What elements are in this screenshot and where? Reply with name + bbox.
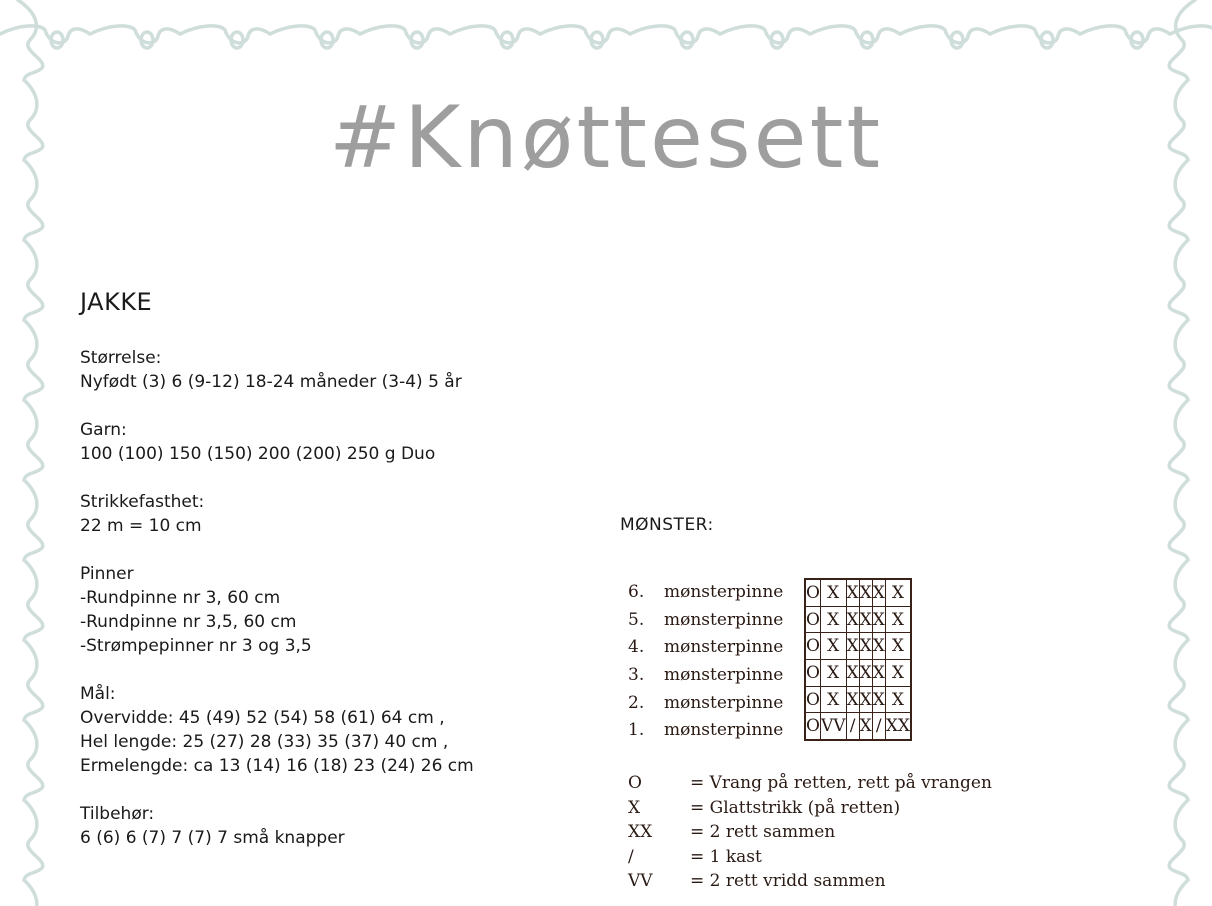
pattern-cell: X <box>846 606 859 633</box>
pattern-cell: X <box>872 606 885 633</box>
pattern-cell: X <box>820 686 846 713</box>
jakke-section-5 <box>80 802 550 850</box>
section-line: 6 (6) 6 (7) 7 (7) 7 små knapper <box>80 828 345 848</box>
pattern-cell: X <box>872 633 885 660</box>
legend-item <box>628 845 992 870</box>
pattern-cell: X <box>846 579 859 606</box>
row-name: mønsterpinne <box>664 637 784 658</box>
legend-item <box>628 796 992 821</box>
pattern-cell: X <box>859 713 872 740</box>
legend-symbol: VV <box>628 871 653 892</box>
section-label: Størrelse: <box>80 348 162 368</box>
row-number: 4. <box>628 637 645 658</box>
pattern-cell: O <box>805 633 820 660</box>
jakke-details <box>80 346 550 850</box>
pattern-cell: X <box>859 660 872 687</box>
pattern-cell: X <box>820 579 846 606</box>
legend-symbol: XX <box>628 822 653 843</box>
page-title: #Knøttesett <box>328 88 884 188</box>
pattern-cell: X <box>859 606 872 633</box>
row-number: 1. <box>628 720 645 741</box>
pattern-grid <box>804 578 912 741</box>
row-number: 6. <box>628 581 645 602</box>
jakke-section-2 <box>80 490 550 538</box>
pattern-cell: X <box>859 686 872 713</box>
pattern-legend <box>628 771 992 894</box>
pattern-cell: VV <box>820 713 846 740</box>
pattern-cell: X <box>846 633 859 660</box>
section-line: Hel lengde: 25 (27) 28 (33) 35 (37) 40 cm , <box>80 732 449 752</box>
pattern-row-labels <box>628 578 808 744</box>
pattern-cell: X <box>859 579 872 606</box>
pattern-cell: X <box>885 660 911 687</box>
section-line: 22 m = 10 cm <box>80 516 202 536</box>
section-label: Strikkefasthet: <box>80 492 205 512</box>
pattern-cell: X <box>846 660 859 687</box>
pattern-cell: X <box>885 686 911 713</box>
pattern-grid-row <box>805 633 911 660</box>
pattern-cell: XX <box>885 713 911 740</box>
legend-symbol: X <box>628 797 641 818</box>
legend-item <box>628 869 992 894</box>
pattern-cell: X <box>820 660 846 687</box>
pattern-cell: O <box>805 686 820 713</box>
pattern-cell: X <box>885 606 911 633</box>
pattern-cell: X <box>859 633 872 660</box>
row-name: mønsterpinne <box>664 664 784 685</box>
legend-symbol: O <box>628 773 642 794</box>
jakke-heading: JAKKE <box>80 288 153 316</box>
legend-item <box>628 820 992 845</box>
section-label: Garn: <box>80 420 127 440</box>
section-line: -Rundpinne nr 3, 60 cm <box>80 588 281 608</box>
pattern-row-label <box>628 606 808 634</box>
jakke-section-3 <box>80 562 550 658</box>
pattern-cell: / <box>872 713 885 740</box>
row-name: mønsterpinne <box>664 720 784 741</box>
pattern-cell: X <box>872 686 885 713</box>
pattern-cell: X <box>820 633 846 660</box>
pattern-cell: / <box>846 713 859 740</box>
jakke-section <box>80 288 550 874</box>
section-line: Ermelengde: ca 13 (14) 16 (18) 23 (24) 26 cm <box>80 756 474 776</box>
section-line: 100 (100) 150 (150) 200 (200) 250 g Duo <box>80 444 436 464</box>
legend-item <box>628 771 992 796</box>
pattern-cell: O <box>805 606 820 633</box>
section-line: Overvidde: 45 (49) 52 (54) 58 (61) 64 cm , <box>80 708 445 728</box>
legend-text: = Vrang på retten, rett på vrangen <box>690 773 992 794</box>
row-name: mønsterpinne <box>664 581 784 602</box>
pattern-cell: X <box>846 686 859 713</box>
row-number: 5. <box>628 609 645 630</box>
pattern-cell: X <box>885 579 911 606</box>
row-number: 2. <box>628 692 645 713</box>
section-line: -Strømpepinner nr 3 og 3,5 <box>80 636 312 656</box>
pattern-cell: O <box>805 579 820 606</box>
pattern-grid-row <box>805 606 911 633</box>
jakke-section-0 <box>80 346 550 394</box>
legend-symbol: / <box>628 846 634 867</box>
pattern-row-label <box>628 689 808 717</box>
jakke-section-1 <box>80 418 550 466</box>
legend-text: = 1 kast <box>690 846 762 867</box>
pattern-row-label <box>628 578 808 606</box>
legend-text: = 2 rett vridd sammen <box>690 871 886 892</box>
monster-label: MØNSTER: <box>620 515 714 535</box>
row-name: mønsterpinne <box>664 609 784 630</box>
pattern-row-label <box>628 633 808 661</box>
jakke-section-4 <box>80 682 550 778</box>
pattern-grid-row <box>805 660 911 687</box>
pattern-cell: X <box>820 606 846 633</box>
pattern-cell: O <box>805 660 820 687</box>
pattern-grid-row <box>805 686 911 713</box>
pattern-cell: X <box>885 633 911 660</box>
legend-text: = Glattstrikk (på retten) <box>690 797 901 818</box>
pattern-cell: X <box>872 660 885 687</box>
section-label: Tilbehør: <box>80 804 155 824</box>
row-number: 3. <box>628 664 645 685</box>
section-label: Pinner <box>80 564 134 584</box>
pattern-row-label <box>628 661 808 689</box>
legend-text: = 2 rett sammen <box>690 822 836 843</box>
pattern-row-label <box>628 716 808 744</box>
pattern-cell: O <box>805 713 820 740</box>
section-label: Mål: <box>80 684 116 704</box>
pattern-grid-row <box>805 713 911 740</box>
pattern-cell: X <box>872 579 885 606</box>
section-line: -Rundpinne nr 3,5, 60 cm <box>80 612 297 632</box>
row-name: mønsterpinne <box>664 692 784 713</box>
section-line: Nyfødt (3) 6 (9-12) 18-24 måneder (3-4) 5 år <box>80 372 462 392</box>
pattern-grid-row <box>805 579 911 606</box>
